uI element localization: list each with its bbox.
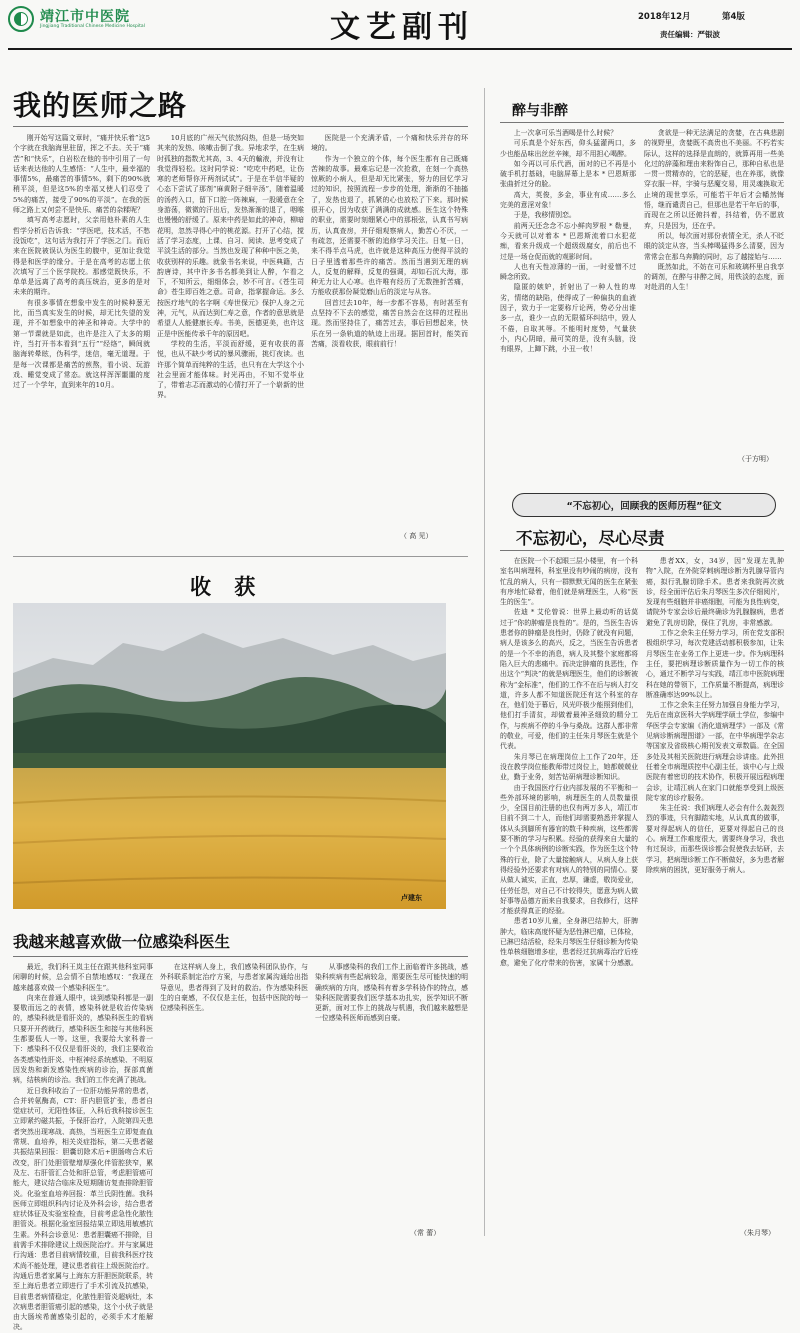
article-author: （ 高 见）: [400, 532, 433, 540]
paragraph: 医院是一个充满矛盾，一个痛和快乐并存的环境的。: [311, 134, 468, 153]
paragraph: 前两天还念念不忘小鲜肉罗根 * 勒曼，今天就可以对着本 * 巴恩斯流着口水犯花痴，看来升级成一个超级级腐女，前后也不过是一场仓促而就的观影时间。: [500, 221, 636, 261]
article-column: [157, 133, 304, 545]
paragraph: 回首过去10年，每一步都不容易，有时甚至有点坚持不下去的感觉，痛苦自然会在这样的过程出现。然而坚持住了，痛苦过去，事后回想起来，快乐在另一条轨道的轨迹上出现。据回首时，能笑而苦痛，淡看收获，眼前前行！: [311, 298, 468, 348]
editor-credit: 责任编辑：严银波: [660, 30, 720, 39]
paragraph: 作为一个独立的个体，每个医生都有自己既痛苦辣的故事。最难忘记是一次抢救，在刻一个高热惊厥的小病人，但是却无比紧张，努力的回忆学习过的知识，按照流程一步步的处理，渐渐的不抽搐了，发热也退了，抓紧的心也放松了下来。那时候很开心，因为收获了满满的成就感。医生这个特殊的职业，需要时刻绷紧心中的那根弦，认真书写病历，认真查房，并仔细观察病人，勤苦心不厌，一有疏忽，还需要不断的追修学习关注。日复一日，来不得半点马虎，也许就是这种高压力使得平淡的日子里透着那些许的痛苦。然而当遇到无理的病人，反复的解释，反复的强调，却如石沉大海，那种无力让人心寒。也许唯有经历了无数挫折苦痛，方能收获那份凝觉磨山后的淡定与从容。: [311, 154, 468, 297]
article-column: [13, 133, 150, 545]
article-column: [646, 556, 784, 1228]
masthead: [0, 0, 800, 48]
paragraph: 向来在普通人眼中，谈到感染科都是一副要敬而远之的表情，感染科就是收治传染病的，感染科就是看肝炎的，感染科医生的看病只要开开药就行，感染科医生和接与其他科医生都要低人一等。这里，我要给大家科普一下：感染科不仅仅是看肝炎的，我们主要收治各类感染性肝炎、中枢神经系统感染、不明原因发热和新发感染性疾病的诊治，探部真菌病，结核病的诊治。我们的工作充满了挑战。: [13, 993, 153, 1085]
paragraph: 佐迪 * 艾伦曾说：世界上最动听的话莫过于“你的肿瘤是良性的”。是的，当医生告诉患者你的肿瘤是良性时，仍除了就没有问题，病人是该多么的高兴，反之，当医生告诉患者的是一个不幸的消息，病人及其整个家庭都将陷入巨大的悲痛中。而决定肿瘤的良恶性，作出这个“判决”的就是病理医生，他们的诊断被称为“金标准”，他们的工作不在后与病人打交道，许多人都不知道医院还有这个科室的存在，他们处于幕后，风光吓极少能照到他们，他们打手清贫，却做着最神圣细致的精分工作，与疾病不停的斗争与桑战。这群人都非常的敬业，可爱，他们的主任朱月琴医生就是个代表。: [500, 608, 638, 751]
essay-contest-banner: “不忘初心，回顾我的医师历程”征文: [512, 493, 776, 517]
paragraph: 刚开始写这篇文章时，“痛并快乐着”这5个字就在我脑海里驻留，挥之不去。关于“痛苦”和“快乐”，白岩松在他的书中引用了一句话来表达他的人生感悟：“人生中，最幸福的事情5%，最痛苦的事情5%，剩下的90%就稍平淡，但是这5%的幸福又使人们忍受了5%的痛苦，接受了90%的平淡”。在我的医师之路上又何尝不是快乐、痛苦的杂糅呢？: [13, 134, 150, 215]
paragraph: 患者XX，女，34岁，因“发现左乳肿物”入院，在外院穿刺病理诊断为乳腺导管内癌，拟行乳腺切除手术。患者来我院再次就诊，经全面评估后朱月琴医生多次仔细阅片，发现有些细胞并非癌细胞，可能为良性病变，请院外专家会诊后最终确诊为乳腺腺病，患者避免了乳房切除，保住了乳房，非常感激。: [646, 557, 784, 627]
paragraph: 患者10岁儿童，全身淋巴结肿大，肝脾肿大，临床高度怀疑为恶性淋巴瘤，已体检，已淋巴结活检，经朱月琴医生仔细诊断为传染性单核细胞增多症，患者经过抗病毒治疗后痊愈，避免了化疗带来的伤害，家属十分感激。: [500, 917, 638, 967]
hospital-name-en: Jingjiang Traditional Chinese Medicine Hospital: [40, 24, 145, 29]
article-author: （朱月琴）: [740, 1229, 775, 1237]
paragraph: 由于我国医疗行业内部发展的不平衡和一些外部环境的影响，病理医生的人员数量很少，全国目前注册的也仅有两万多人，靖江市目前不到二十人，而他们却需要熟悉并掌握人体从头到脚所有器官的数千种疾病，这些都需要不断的学习与积累。经验的获得来自大量的一个个具体病例的诊断实践，作为医生这个特殊的行业，除了大量接触病人，从病人身上获得经验外还要求有对病人的特别的同情心。要从做人诚实，正直，忠厚，谦虚，敬岗爱业，任劳任怨，对自己不计较得失，愿意为病人做好事等品德方面来自我要求，自我修行，这样才能获得真正的经验。: [500, 783, 638, 916]
article-column: [500, 128, 636, 468]
paragraph: 在这样病人身上，我们感染科团队协作，与外科联系制定治疗方案，与患者家属沟通给出指导意见，患者得到了及时的救治。作为感染科医生的自豪感，不仅仅是主任，包括中医院的每一位感染科医生。: [160, 963, 308, 1013]
article-column: [13, 962, 153, 1332]
paragraph: 所以，每次面对那份表情全无，杀人不眨眼的淡定从容，当头棒喝猛得多么清要，因为常常会在那乌奔腾的同时，忘了越接始与……: [644, 231, 784, 261]
paragraph: 隐匿的嫉妒，折射出了一种人性的卑劣，情绪的缺陷，使得成了一种偏执的血液因子，致力于一定要称斤论两，势必分出谁多一点，谁少一点的无限循环纠结中，毁人不倦，自取其辱。不能明时度势，气量狭小，内心阴暗，最可笑的是，没有头脑，没有眼界，上蹿下跳，小丑一枚！: [500, 283, 636, 354]
hospital-name: 靖江市中医院: [40, 9, 130, 25]
paragraph: 高大，英俊，多金，事业有成……多么完美的意淫对象！: [500, 190, 636, 210]
column-divider: [484, 88, 485, 1236]
paragraph: 在医院一个不起眼三层小楼里，有一个科室名叫病理科，科室里没有吵闹的病房，没有忙乱的病人，只有一群默默无闻的医生在紧张有序地忙碌着，他们就是病理医生，人称“医生的医生”。: [500, 557, 638, 607]
article-column: [315, 962, 468, 1230]
article-title: 我的医师之路: [13, 89, 188, 122]
article-author: （于方明）: [738, 455, 773, 463]
paragraph: 10月底的广州天气依然闷热，但是一场突如其来的发热、咳嗽击倒了我。异地求学，在生病时孤独的指数尤其高，3、4天的輸液，并没有让我觉得轻松。这时同学说：“吃吃中药吧，让伤寒的老师帮你开两剂试试”。于是在半信半疑的心态下尝试了那剂“麻黄附子细辛汤”，随着温暖的汤药入口，留下口腔一阵辣麻，一股暖意在全身游荡，微微的汗出后，发热渐渐的退了，咽喉也慢慢的舒缓了。原来中药是如此的神奇，柳暗花明，忽然寻得心中的桃花源。打开了心结，搅活了学习态度，上课、自习、阅读、思考变成了平淡生活的部分。当然也发现了种种中医之美，收获别样的乐趣。就象书名来说，中医典籍，古韵唐诗，其中许多书名都美到让人醉，乍看之下，不知所云，细细体会，妙不可言。《苍生司命》苍生即百姓之意。司命，指掌握命运。多么按医疗地气的名字啊《寿世保元》保护人身之元神，元气，从而达到仁寿之意，作者的意思就是希望人人能健康长寿。书美，医德更美，也许这正是中医能传承千年的原因吧。: [157, 134, 304, 338]
paragraph: 上一次拿可乐当酒喝是什么时候？: [513, 129, 618, 137]
article-title: 醉与非醉: [512, 103, 568, 119]
article-title: 我越来越喜欢做一位感染科医生: [13, 933, 231, 951]
article-author: （常 蕾）: [410, 1229, 441, 1237]
paragraph: 朱月琴已在病理岗位上工作了20年，还没在教学岗位能教师带过岗位上，她都兢兢业业，勤于业务，刻苦钻研病理诊断知识。: [500, 752, 638, 782]
paragraph: 贪欲是一种无法满足的贪婪，在古典悲剧的视野里，贪婪既不高贵也不美丽。不朽若实际认，这样的选择是直朗的，就算再用一些美化过的辞藻和理由来粉饰自己，那种自私也是一贯一贯精赤的，它的恶疑，也在养那，就像穿衣服一样，宇骑与恶魔交易，用灵魂换取无止境的现世享乐，可能若干年后才会幡然悔悟，继而谴责自己，但那也是若干年后的事，而现在之所以还俯抖着，抖结着，仍不愿放弃，只是因为，还在乎。: [644, 129, 784, 230]
article-column: [644, 128, 784, 450]
paragraph: 人也有天性凉薄的一面，一时爱憎不过瞬念所致。: [500, 262, 636, 282]
section-rule: [13, 556, 468, 557]
article-column: [500, 556, 638, 1242]
photo-credit: 卢建东: [401, 894, 422, 902]
rice-field-landscape-icon: [13, 603, 446, 909]
title-rule: [500, 122, 784, 123]
paragraph: 既然如此，不妨在可乐和玻璃杯里自我享的调剂，在醉与非醉之间，用铁淡的态度，面对赴涓的人生！: [644, 262, 784, 292]
paragraph: 学校的生活，平淡而舒缓，更有收获的喜悦，也从不缺少考试的暴风骤雨，挑灯夜读。也许那个简单而纯粹的生活，也只有在大学这个小社会里面才能体味。时光再由，不知不觉毕业了，带着志忑而激动的心情打开了一个崭新的世界。: [157, 339, 304, 400]
paragraph: 近日我科收治了一位肝功能异常的患者，合并转氨酶高，CT：肝内胆管扩张，患者自觉症状可，无阳性体征，入科后我科接诊医生立即紧约磁共振，予保肝治疗，入院第四天患者突然出现寒战、高热，当班医生立即复查血常规、血培养，相关炎症指标，第二天患者磁共振结果回报：胆囊切除术后+胆肠吻合术后改变，肝门处胆管壁增厚强化伴管腔狭窄，累及左、右肝管汇合处和肝总管，考虑胆管癌可能大，建议结合临床及短期随访复查排除胆管炎。化验室血培养回报：革兰氏阴性菌。我科医师立即组织科内讨论及外科会诊，结合患者症状体征及实验室检查，目前考虑急性化脓性胆管炎。根据化验室回报结果立即选用敏感抗生素。外科会诊意见：患者胆囊癌不排除，目前需手术排除建议上级医院治疗。并与家属进行沟通：患者目前病情较重，目前我科医疗技术尚不能处理，建议患者前往上级医院治疗。沟通后患者家属与上海东方肝胆医院联系，转至上海后患者立即进行了手术引流及抗感染，目前患者病情稳定，化脓性胆管炎超病灶，本次病患者胆管癌引起的感染，这个小伙子就是由大肠埃希菌感染引起的，必须手术才能解决。: [13, 1086, 153, 1332]
title-rule: [13, 126, 468, 127]
paragraph: 如今再以可乐代酒，面对的已不再是小破手机打基础，电脑屏幕上是本 * 巴恩斯那张曲折过分的脸。: [500, 159, 636, 189]
section-title: 文艺副刊: [330, 10, 474, 45]
issue-date: 2018年12月: [638, 12, 691, 22]
harvest-photo: [13, 603, 446, 909]
paragraph: 从事感染科的我们工作上面临着许多挑战，感染科疾病有些起病较急，需要医生尽可能快速的明确疾病的方向，感染科有着多学科协作的特点，感染科医院需要我们医学基本功扎实，医学知识不断更新，面对工作上的挑战与机遇，我们越来越想是一位感染科医师而感到自豪。: [315, 963, 468, 1023]
paragraph: 于是，我移情别恋。: [513, 211, 576, 220]
hospital-logo-icon: [8, 6, 34, 32]
paragraph: 工作之余朱主任努力学习，所在党支部积极组织学习，每次党建活动都积极参加，让朱月琴医生在业务工作上更进一步。作为病理科主任，要把病理诊断质量作为一切工作的核心，通过不断学习与实践，靖江市中医院病理科在她的带领下，工作质量不断提高，病理诊断准确率达99%以上。: [646, 629, 784, 699]
paragraph: 工作之余朱主任努力加强自身能力学习，先后在南京医科大学病理学硕士学位，参编中华医学会专家编《消化道病理学》一部及《常见病诊断病理图谱》一部，在中华病理学杂志等国家及省级核心期刊发表文章数篇。在全国多处及其相关医院进行病理会诊讲座。此外担任着全市病理质控中心副主任，该中心与上级医院有着密切的技术协作，积极开展远程病理会诊，让靖江病人在家门口就能享受到上级医院专家的诊疗服务。: [646, 701, 784, 802]
page-number: 第4版: [722, 12, 745, 22]
photo-title: 收 获: [190, 575, 264, 599]
article-column: [160, 962, 308, 1242]
title-rule: [500, 550, 784, 551]
article-column: [311, 133, 468, 531]
title-rule: [13, 956, 468, 957]
paragraph: 最近，我们科王岚主任在跟其他科室同事闲聊的时候，总会情不自禁地感叹：“我现在越来越喜欢做一个感染科医生”。: [13, 963, 153, 992]
paragraph: 可乐真是个好东西，仰头猛灌两口，多少也能品味出丝丝辛辣，却不用担心喝醉。: [500, 139, 636, 158]
masthead-rule: [8, 48, 792, 50]
paragraph: 填写高考志愿时，父亲用他朴素的人生哲学分析后告诉我：“学医吧，技术活，不愁没饭吃”，这句话为我打开了学医之门。而后来在医院被误认为医生的腹中，更加让我觉得是和医学的缘分。于是在高考的志愿上依次填写了三个医学院校。那感觉既快乐，不单单是远离了高考的高压统治，更多的是对未来的期许。: [13, 216, 150, 297]
paragraph: 有很多事情在想象中发生的时候种葱无比，而当真实发生的时候，却无比失望的发现，并不如想象中的神圣和神奇。大学中的第一节课就是如此，也许是注入了太多的期许，当打开书本看到“五行”“经络”，瞬间就脑海转晕眩，伪科学，迷信，毫无道理。于是每一次课都是痛苦的煎熬，看小说、玩游戏、睡觉变成了常态。就这样浑浑噩噩的度过了一个学年，直到来年的10月。: [13, 298, 150, 390]
article-title: 不忘初心，尽心尽责: [516, 529, 665, 548]
paragraph: 朱主任说：我们病理人必会有什么轰轰烈烈的事迹，只有脚踏实地，从认真真的做事，要对得起病人的信任，更要对得起自己的良心。病理工作难度很大，需要终身学习，我也有过误诊，而那些误诊都会促使我去钻研，去学习，把病理诊断工作不断做好，多为患者解除疾病的困扰，更好服务于病人。: [646, 804, 784, 874]
